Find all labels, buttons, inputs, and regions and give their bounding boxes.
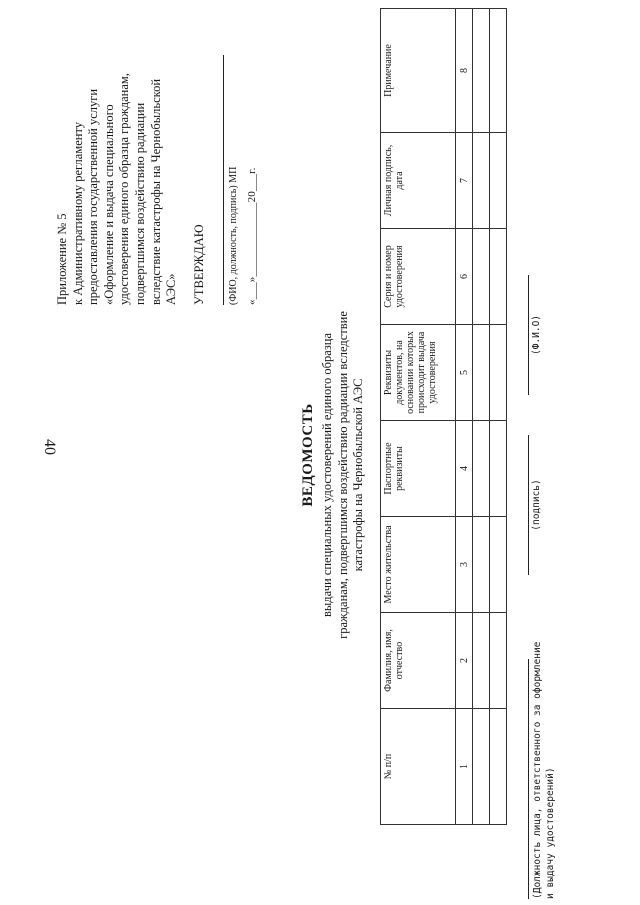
appendix-line: «Оформление и выдача специального — [101, 104, 116, 305]
header-cell-residence: Место жительства — [381, 517, 456, 613]
header-cell-number: № п/п — [381, 709, 456, 825]
footer-rule — [528, 659, 529, 899]
empty-cell — [473, 229, 490, 325]
appendix-block — [55, 5, 261, 305]
empty-cell — [490, 517, 507, 613]
footer-position-caption — [528, 639, 557, 899]
empty-cell — [490, 133, 507, 229]
header-cell-name: Фамилия, имя, отчество — [381, 613, 456, 709]
empty-cell — [490, 709, 507, 825]
subtitle-line: катастрофы на Чернобыльской АЭС — [351, 378, 366, 572]
appendix-line: предоставления государственной услуги — [86, 88, 101, 305]
signature-caption: (ФИО, должность, подпись) МП — [228, 166, 240, 305]
table-header-row — [381, 9, 456, 825]
signature-line — [223, 55, 224, 305]
appendix-line: к Административному регламенту — [70, 121, 85, 305]
header-cell-passport: Паспортные реквизиты — [381, 421, 456, 517]
column-number: 7 — [456, 133, 473, 229]
column-number: 2 — [456, 613, 473, 709]
appendix-title: Приложение № 5 — [55, 213, 69, 305]
document-title: ВЕДОМОСТЬ — [300, 403, 316, 507]
column-number: 6 — [456, 229, 473, 325]
appendix-line: вследствие катастрофы на Чернобыльской — [148, 78, 163, 305]
footer-rule — [528, 435, 529, 575]
footer-name-caption — [528, 275, 542, 395]
footer-middle-text: (подпись) — [531, 479, 542, 531]
approve-label: УТВЕРЖДАЮ — [191, 224, 206, 305]
column-number: 5 — [456, 325, 473, 421]
empty-cell — [490, 613, 507, 709]
table-number-row — [456, 9, 473, 825]
empty-cell — [473, 421, 490, 517]
header-cell-documents: Реквизиты документов, на основании которых происходит выдача удостоверения — [381, 325, 456, 421]
subtitle-line: выдачи специальных удостоверений единого образца — [320, 332, 334, 618]
empty-cell — [473, 325, 490, 421]
column-number: 1 — [456, 709, 473, 825]
header-cell-notes: Примечание — [381, 9, 456, 133]
empty-cell — [490, 421, 507, 517]
column-number: 8 — [456, 9, 473, 133]
header-cell-series: Серия и номер удостоверения — [381, 229, 456, 325]
header-cell-signature: Личная подпись, дата — [381, 133, 456, 229]
table-empty-row — [490, 9, 507, 825]
empty-cell — [490, 229, 507, 325]
empty-cell — [473, 133, 490, 229]
empty-cell — [473, 517, 490, 613]
empty-cell — [490, 325, 507, 421]
table-empty-row — [473, 9, 490, 825]
date-line: «___»_____________20___г. — [245, 167, 258, 305]
appendix-line: АЭС» — [164, 273, 179, 305]
statement-table — [380, 8, 507, 825]
footer-right-text: (Ф.И.О) — [531, 314, 542, 356]
footer-rule — [528, 275, 529, 395]
appendix-line: подвергшимся воздействию радиации — [132, 102, 147, 305]
page-number: 40 — [41, 439, 58, 455]
empty-cell — [473, 613, 490, 709]
appendix-line: удостоверения единого образца гражданам, — [117, 73, 132, 305]
subtitle-line: гражданам, подвергшимся воздействию радиации вследствие — [335, 311, 350, 639]
footer-left-text: (Должность лица, ответственного за оформление и выдачу удостоверений) — [532, 641, 556, 899]
column-number: 4 — [456, 421, 473, 517]
footer-signature-caption — [528, 435, 542, 575]
document-subtitle — [320, 245, 367, 705]
empty-cell — [490, 9, 507, 133]
column-number: 3 — [456, 517, 473, 613]
empty-cell — [473, 9, 490, 133]
empty-cell — [473, 709, 490, 825]
